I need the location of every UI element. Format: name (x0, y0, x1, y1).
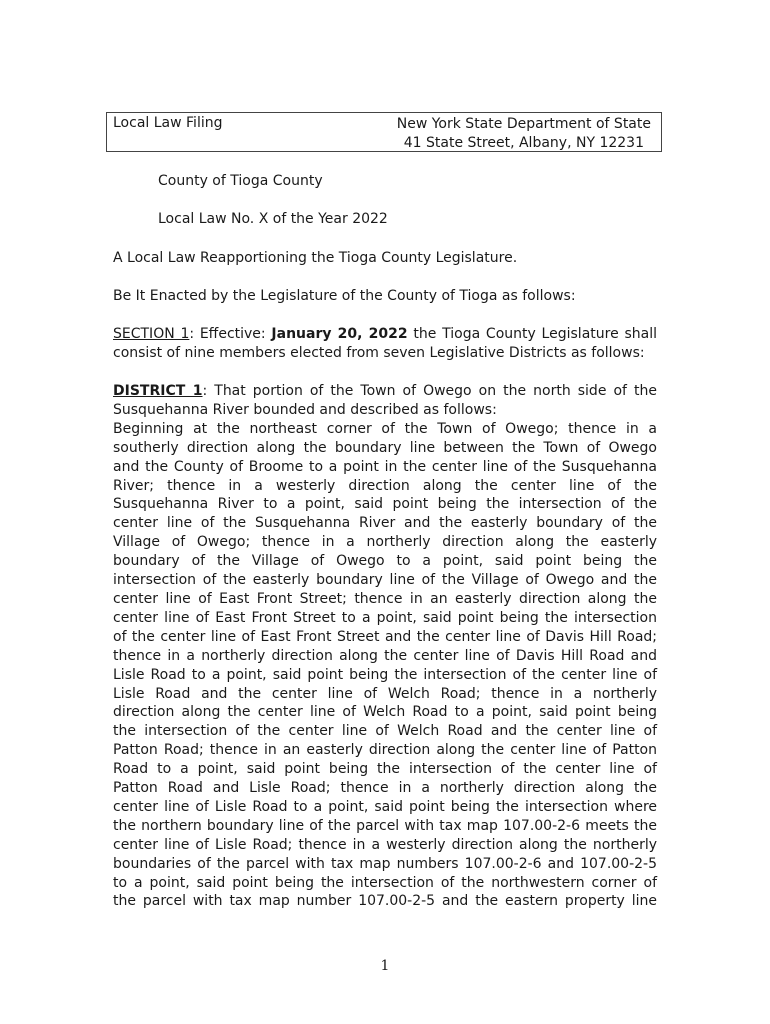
district-1-text-line: Susquehanna River to a point, said point being the intersection of the (113, 496, 657, 513)
district-1-text-line: center line of East Front Street to a point, said point being the intersection (113, 609, 657, 626)
district-1-text-line: Lisle Road and the center line of Welch Road; thence in a northerly (113, 685, 657, 702)
district-1-line-1 (113, 382, 657, 401)
county-line: County of Tioga County (158, 173, 323, 189)
district-1-text-line: Patton Road and Lisle Road; thence in a northerly direction along the (113, 780, 657, 797)
district-1-text-line: boundaries of the parcel with tax map numbers 107.00-2-6 and 107.00-2-5 (113, 855, 657, 872)
district-1-text-line: intersection of the easterly boundary line of the Village of Owego and the (113, 572, 657, 589)
district-1-text-line: center line of Lisle Road to a point, said point being the intersection where (113, 798, 657, 815)
district-1-text-line: thence in a northerly direction along the center line of Davis Hill Road and (113, 647, 657, 664)
district-1-text-line: boundary of the Village of Owego to a point, said point being the (113, 553, 657, 570)
section-1-text: the Tioga County Legislature shall (407, 326, 657, 342)
district-1-text-line: and the County of Broome to a point in the center line of the Susquehanna (113, 458, 657, 475)
district-1-text-line: Patton Road; thence in an easterly direction along the center line of Patton (113, 742, 657, 759)
section-1-line-2: consist of nine members elected from seven Legislative Districts as follows: (113, 344, 645, 361)
district-1-text-line: direction along the center line of Welch Road to a point, said point being (113, 704, 657, 721)
district-1-text-line: of the center line of East Front Street and the center line of Davis Hill Road; (113, 628, 657, 645)
district-1-paragraph (113, 382, 657, 911)
department-name: New York State Department of State (396, 116, 651, 132)
department-street: 41 State Street, Albany, NY 12231 (403, 135, 644, 151)
filing-header-box (106, 112, 662, 152)
district-1-text-line: to a point, said point being the intersection of the northwestern corner of (113, 874, 657, 891)
district-1-text-line: the intersection of the center line of Welch Road and the center line of (113, 723, 657, 740)
district-1-text-line: center line of East Front Street; thence in an easterly direction along the (113, 590, 657, 607)
section-1-line-1 (113, 325, 657, 344)
district-1-text-line: Road to a point, said point being the intersection of the center line of (113, 761, 657, 778)
district-1-text-line: Susquehanna River bounded and described as follows: (113, 401, 497, 418)
district-1-text-line: the parcel with tax map number 107.00-2-5 and the eastern property line (113, 893, 657, 910)
district-1-intro: : That portion of the Town of Owego on the north side of the (202, 383, 657, 399)
section-1-effective: : Effective: (189, 326, 272, 342)
department-address (397, 115, 651, 153)
section-1-paragraph (113, 325, 657, 363)
effective-date: January 20, 2022 (271, 326, 408, 342)
filing-label: Local Law Filing (113, 115, 223, 131)
district-1-text-line: River; thence in a westerly direction along the center line of the (113, 477, 657, 494)
district-1-text-line: Village of Owego; thence in a northerly direction along the easterly (113, 534, 657, 551)
district-1-text-line: Lisle Road to a point, said point being the intersection of the center line of (113, 666, 657, 683)
enactment-clause: Be It Enacted by the Legislature of the County of Tioga as follows: (113, 288, 576, 304)
district-1-text-line: center line of the Susquehanna River and the easterly boundary of the (113, 515, 657, 532)
district-1-text-line: southerly direction along the boundary line between the Town of Owego (113, 439, 657, 456)
district-1-text-line: center line of Lisle Road; thence in a westerly direction along the northerly (113, 836, 657, 853)
section-1-label: SECTION 1 (113, 326, 190, 342)
district-1-label: DISTRICT 1 (113, 383, 203, 399)
law-title: A Local Law Reapportioning the Tioga County Legislature. (113, 250, 518, 266)
district-1-text-line: the northern boundary line of the parcel with tax map 107.00-2-6 meets the (113, 817, 657, 834)
page-number: 1 (380, 958, 390, 974)
law-number-line: Local Law No. X of the Year 2022 (158, 211, 388, 227)
district-1-text-line: Beginning at the northeast corner of the Town of Owego; thence in a (113, 420, 657, 437)
